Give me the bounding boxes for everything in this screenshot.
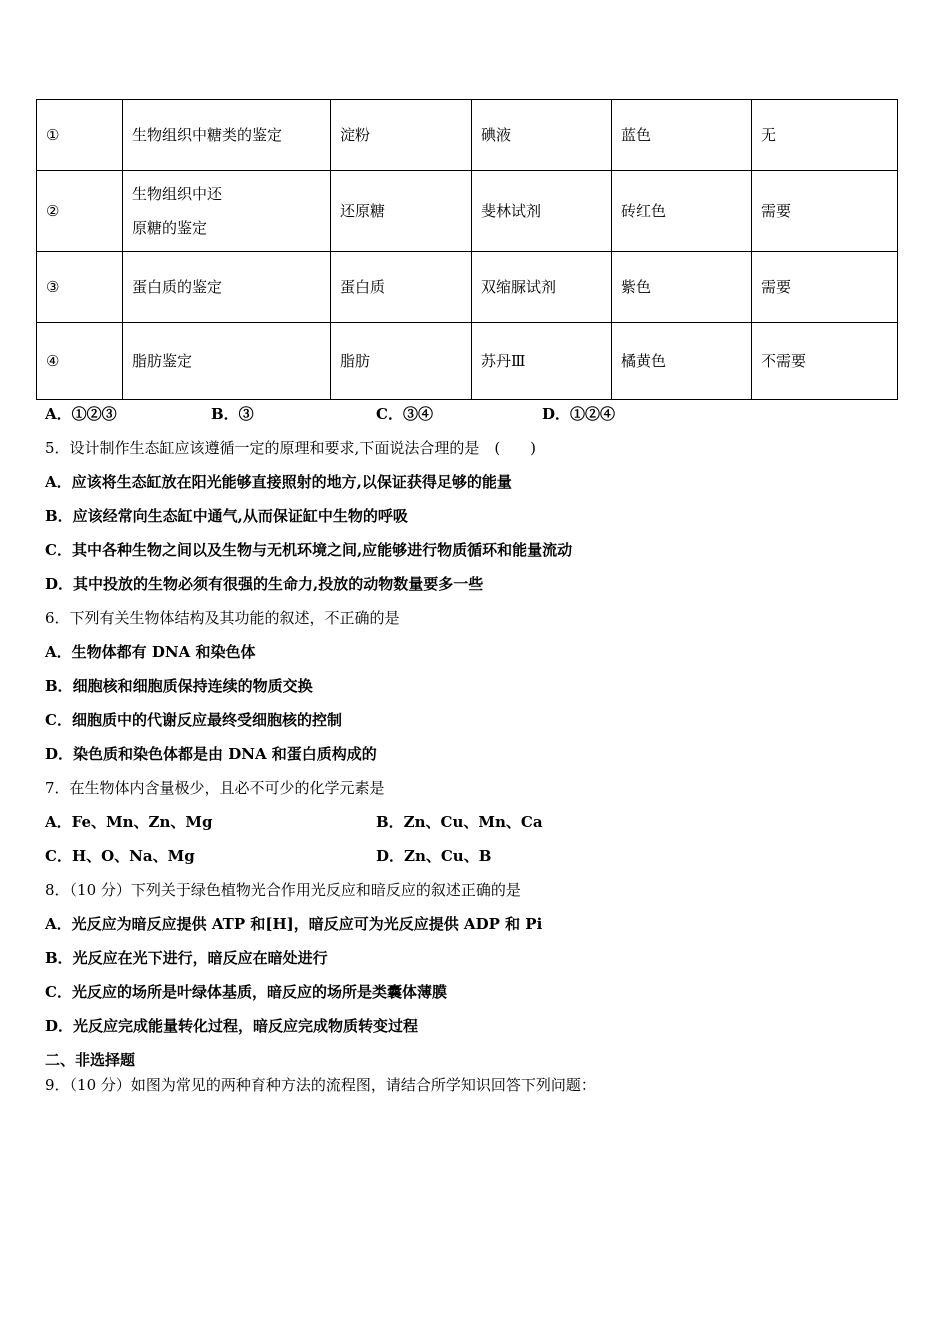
row-number: ④ <box>37 323 123 400</box>
q5-stem: 5．设计制作生态缸应该遵循一定的原理和要求,下面说法合理的是 ( ) <box>45 439 537 457</box>
q6-option-d: D．染色质和染色体都是由 DNA 和蛋白质构成的 <box>45 745 377 763</box>
row-number: ③ <box>37 252 123 323</box>
q4-option-b: B．③ <box>211 405 254 423</box>
reagent: 苏丹Ⅲ <box>472 323 612 400</box>
color-result: 砖红色 <box>612 171 752 252</box>
material: 脂肪 <box>331 323 472 400</box>
q9-stem: 9．（10 分）如图为常见的两种育种方法的流程图，请结合所学知识回答下列问题： <box>45 1076 596 1094</box>
q6-option-a: A．生物体都有 DNA 和染色体 <box>45 643 256 661</box>
heating: 需要 <box>752 252 898 323</box>
experiment-name-line: 原糖的鉴定 <box>132 219 208 237</box>
reagent: 斐林试剂 <box>472 171 612 252</box>
heating: 不需要 <box>752 323 898 400</box>
experiment-table <box>36 99 898 400</box>
material: 还原糖 <box>331 171 472 252</box>
q7-option-d: D．Zn、Cu、B <box>376 847 492 865</box>
table-row <box>37 171 898 252</box>
material: 蛋白质 <box>331 252 472 323</box>
q7-option-c: C．H、O、Na、Mg <box>45 847 195 865</box>
table-row <box>37 252 898 323</box>
q5-option-a: A．应该将生态缸放在阳光能够直接照射的地方,以保证获得足够的能量 <box>45 473 512 491</box>
material: 淀粉 <box>331 100 472 171</box>
experiment-name-line: 生物组织中还 <box>132 185 223 203</box>
q8-option-d: D．光反应完成能量转化过程，暗反应完成物质转变过程 <box>45 1017 419 1035</box>
section-heading: 二、非选择题 <box>45 1051 136 1069</box>
q5-option-b: B．应该经常向生态缸中通气,从而保证缸中生物的呼吸 <box>45 507 408 525</box>
table-row <box>37 323 898 400</box>
reagent: 碘液 <box>472 100 612 171</box>
q6-stem: 6．下列有关生物体结构及其功能的叙述，不正确的是 <box>45 609 400 627</box>
q8-option-a: A．光反应为暗反应提供 ATP 和[H]，暗反应可为光反应提供 ADP 和 Pi <box>45 915 543 933</box>
q7-options-row-2 <box>0 845 950 867</box>
q5-option-c: C．其中各种生物之间以及生物与无机环境之间,应能够进行物质循环和能量流动 <box>45 541 573 559</box>
q4-option-d: D．①②④ <box>542 405 616 423</box>
experiment-name: 脂肪鉴定 <box>123 323 331 400</box>
color-result: 紫色 <box>612 252 752 323</box>
q7-option-a: A．Fe、Mn、Zn、Mg <box>45 813 213 831</box>
experiment-name: 生物组织中糖类的鉴定 <box>123 100 331 171</box>
experiment-name <box>123 171 331 252</box>
color-result: 蓝色 <box>612 100 752 171</box>
q7-options-row-1 <box>0 811 950 833</box>
q4-option-a: A．①②③ <box>45 405 117 423</box>
q6-option-c: C．细胞质中的代谢反应最终受细胞核的控制 <box>45 711 342 729</box>
row-number: ① <box>37 100 123 171</box>
q8-option-b: B．光反应在光下进行，暗反应在暗处进行 <box>45 949 328 967</box>
heating: 无 <box>752 100 898 171</box>
reagent: 双缩脲试剂 <box>472 252 612 323</box>
q4-options <box>0 403 950 425</box>
q4-option-c: C．③④ <box>376 405 433 423</box>
q5-option-d: D．其中投放的生物必须有很强的生命力,投放的动物数量要多一些 <box>45 575 484 593</box>
table-row <box>37 100 898 171</box>
heating: 需要 <box>752 171 898 252</box>
row-number: ② <box>37 171 123 252</box>
q6-option-b: B．细胞核和细胞质保持连续的物质交换 <box>45 677 313 695</box>
q8-option-c: C．光反应的场所是叶绿体基质，暗反应的场所是类囊体薄膜 <box>45 983 447 1001</box>
q8-stem: 8．（10 分）下列关于绿色植物光合作用光反应和暗反应的叙述正确的是 <box>45 881 521 899</box>
color-result: 橘黄色 <box>612 323 752 400</box>
q7-option-b: B．Zn、Cu、Mn、Ca <box>376 813 543 831</box>
experiment-name: 蛋白质的鉴定 <box>123 252 331 323</box>
q7-stem: 7．在生物体内含量极少，且必不可少的化学元素是 <box>45 779 385 797</box>
